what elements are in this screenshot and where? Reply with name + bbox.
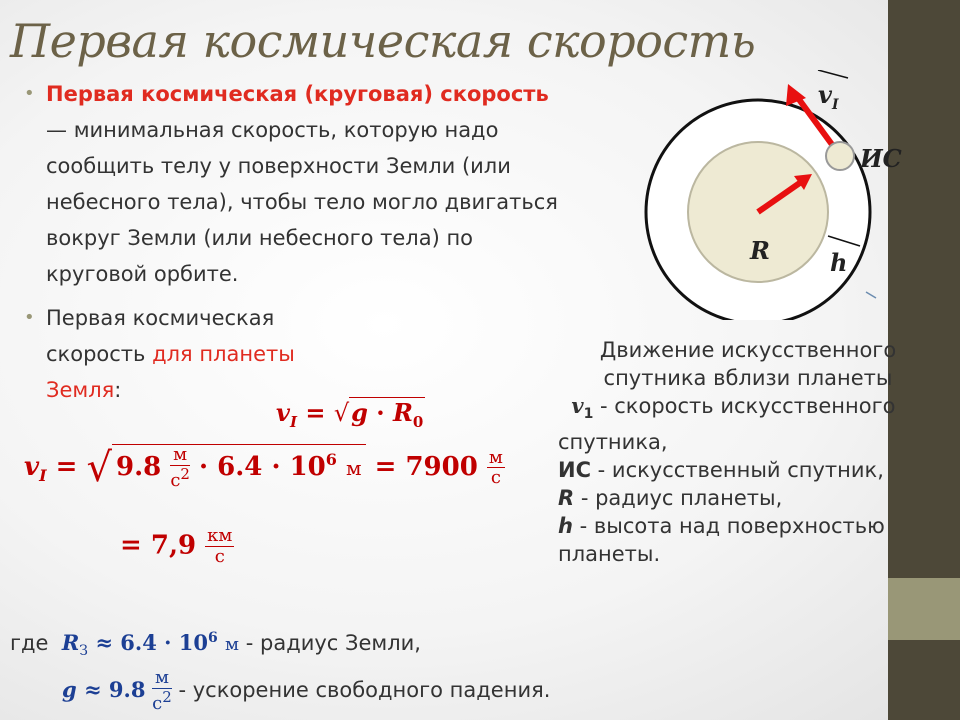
slide-title: Первая космическая скорость (10, 14, 756, 68)
diagram-height-label: h (830, 248, 848, 277)
where-approx: ≈ (95, 630, 113, 655)
satellite-icon (826, 142, 854, 170)
kms-value: 7,9 (150, 530, 197, 561)
caption-r-sym: R (558, 486, 575, 511)
earth-text-b: : (114, 378, 122, 402)
caption-is-line (558, 456, 938, 484)
diagram-satellite-label: ИС (860, 144, 902, 173)
where-g-desc: - ускорение свободного падения. (171, 677, 551, 702)
caption-v-sub: 1 (583, 406, 594, 423)
numeric-result-unit: $\frac{м}{с}$ (488, 446, 503, 489)
numeric-result: 7900 (405, 451, 478, 482)
formula-R: R (392, 398, 413, 427)
bullet-earth (24, 300, 306, 408)
where-g-val: 9.8 (108, 676, 146, 702)
caption-r-desc: - радиус планеты, (574, 486, 783, 511)
where-label: где (10, 631, 49, 655)
sidebar-accent (888, 578, 960, 640)
caption-v-sym: v (571, 393, 584, 418)
caption-v-line (558, 392, 938, 456)
bullet-dot-icon: • (24, 307, 35, 328)
formula-numeric (24, 444, 505, 491)
caption-heading: Движение искусственного спутника вблизи планеты (599, 338, 897, 390)
earth-text-a: Первая космическая скорость (46, 306, 275, 366)
where-R-desc: - радиус Земли, (239, 631, 421, 655)
where-R: R (61, 630, 80, 655)
formula-v-sub: I (289, 412, 297, 431)
diagram-radius-label: R (750, 236, 770, 265)
diagram-velocity-label: $v_I$ (818, 80, 839, 113)
where-radius-line (10, 630, 421, 659)
formula-eq: = (305, 398, 326, 427)
diagram-caption (558, 336, 938, 568)
definition-term: Первая космическая (круговая) скорость (46, 82, 549, 106)
numeric-unit-m: м (345, 455, 362, 480)
where-g: g (62, 676, 77, 702)
bullet-list (24, 76, 576, 416)
formula-g: g (351, 398, 368, 427)
kms-unit: $\frac{км}{с}$ (207, 525, 233, 567)
caption-h-line (558, 512, 938, 568)
sqrt-sign-icon: √ (333, 399, 350, 427)
formula-dot: · (376, 398, 385, 427)
small-arrow-icon (866, 292, 876, 298)
vector-bar-icon (818, 70, 848, 78)
numeric-dot: · (199, 451, 209, 482)
where-g-approx: ≈ (84, 676, 102, 702)
where-g-unit: $\frac{м}{с^2}$ (152, 667, 172, 714)
formula-v: v (276, 398, 290, 427)
caption-v-desc: - скорость искусственного спутника, (558, 394, 896, 455)
bullet-definition (24, 76, 576, 292)
numeric-eq2: = (374, 451, 397, 482)
numeric-g-unit: $\frac{м}{с^2}$ (170, 444, 190, 491)
definition-dash: — (46, 118, 74, 142)
numeric-v: v (24, 451, 40, 482)
earth-text-red: для планеты Земля (46, 342, 295, 402)
caption-is-desc: - искусственный спутник, (591, 458, 884, 483)
kms-eq: = (120, 530, 142, 561)
numeric-pow: 6 (325, 450, 337, 470)
formula-R-sub: 0 (412, 412, 424, 431)
numeric-g-value: 9.8 (116, 451, 162, 482)
numeric-eq: = (55, 451, 78, 482)
numeric-times: · (271, 451, 281, 482)
bullet-dot-icon: • (24, 83, 35, 104)
caption-h-desc: - высота над поверхностью планеты. (558, 514, 885, 567)
sqrt-sign-icon: √ (86, 444, 113, 491)
where-dot: · (164, 630, 172, 655)
where-R-sub: З (79, 643, 89, 660)
where-unit: м (225, 634, 240, 655)
where-R-val: 6.4 (120, 630, 157, 655)
numeric-r-value: 6.4 (217, 451, 263, 482)
formula-kms (120, 526, 234, 567)
numeric-ten: 10 (289, 451, 326, 482)
where-ten: 10 (178, 630, 208, 655)
where-g-line (62, 668, 550, 714)
orbit-diagram (640, 70, 890, 320)
caption-is-sym: ИС (558, 458, 591, 483)
definition-text: минимальная скорость, которую надо сообщить телу у поверхности Земли (или небесного тела), чтобы тело могло двигаться вокруг Земли (или небесного тела) по круговой орбите. (46, 118, 558, 286)
formula-general (276, 398, 425, 431)
caption-h-sym: h (558, 514, 573, 539)
where-pow: 6 (207, 630, 218, 646)
numeric-v-sub: I (39, 465, 47, 485)
caption-r-line (558, 484, 938, 512)
